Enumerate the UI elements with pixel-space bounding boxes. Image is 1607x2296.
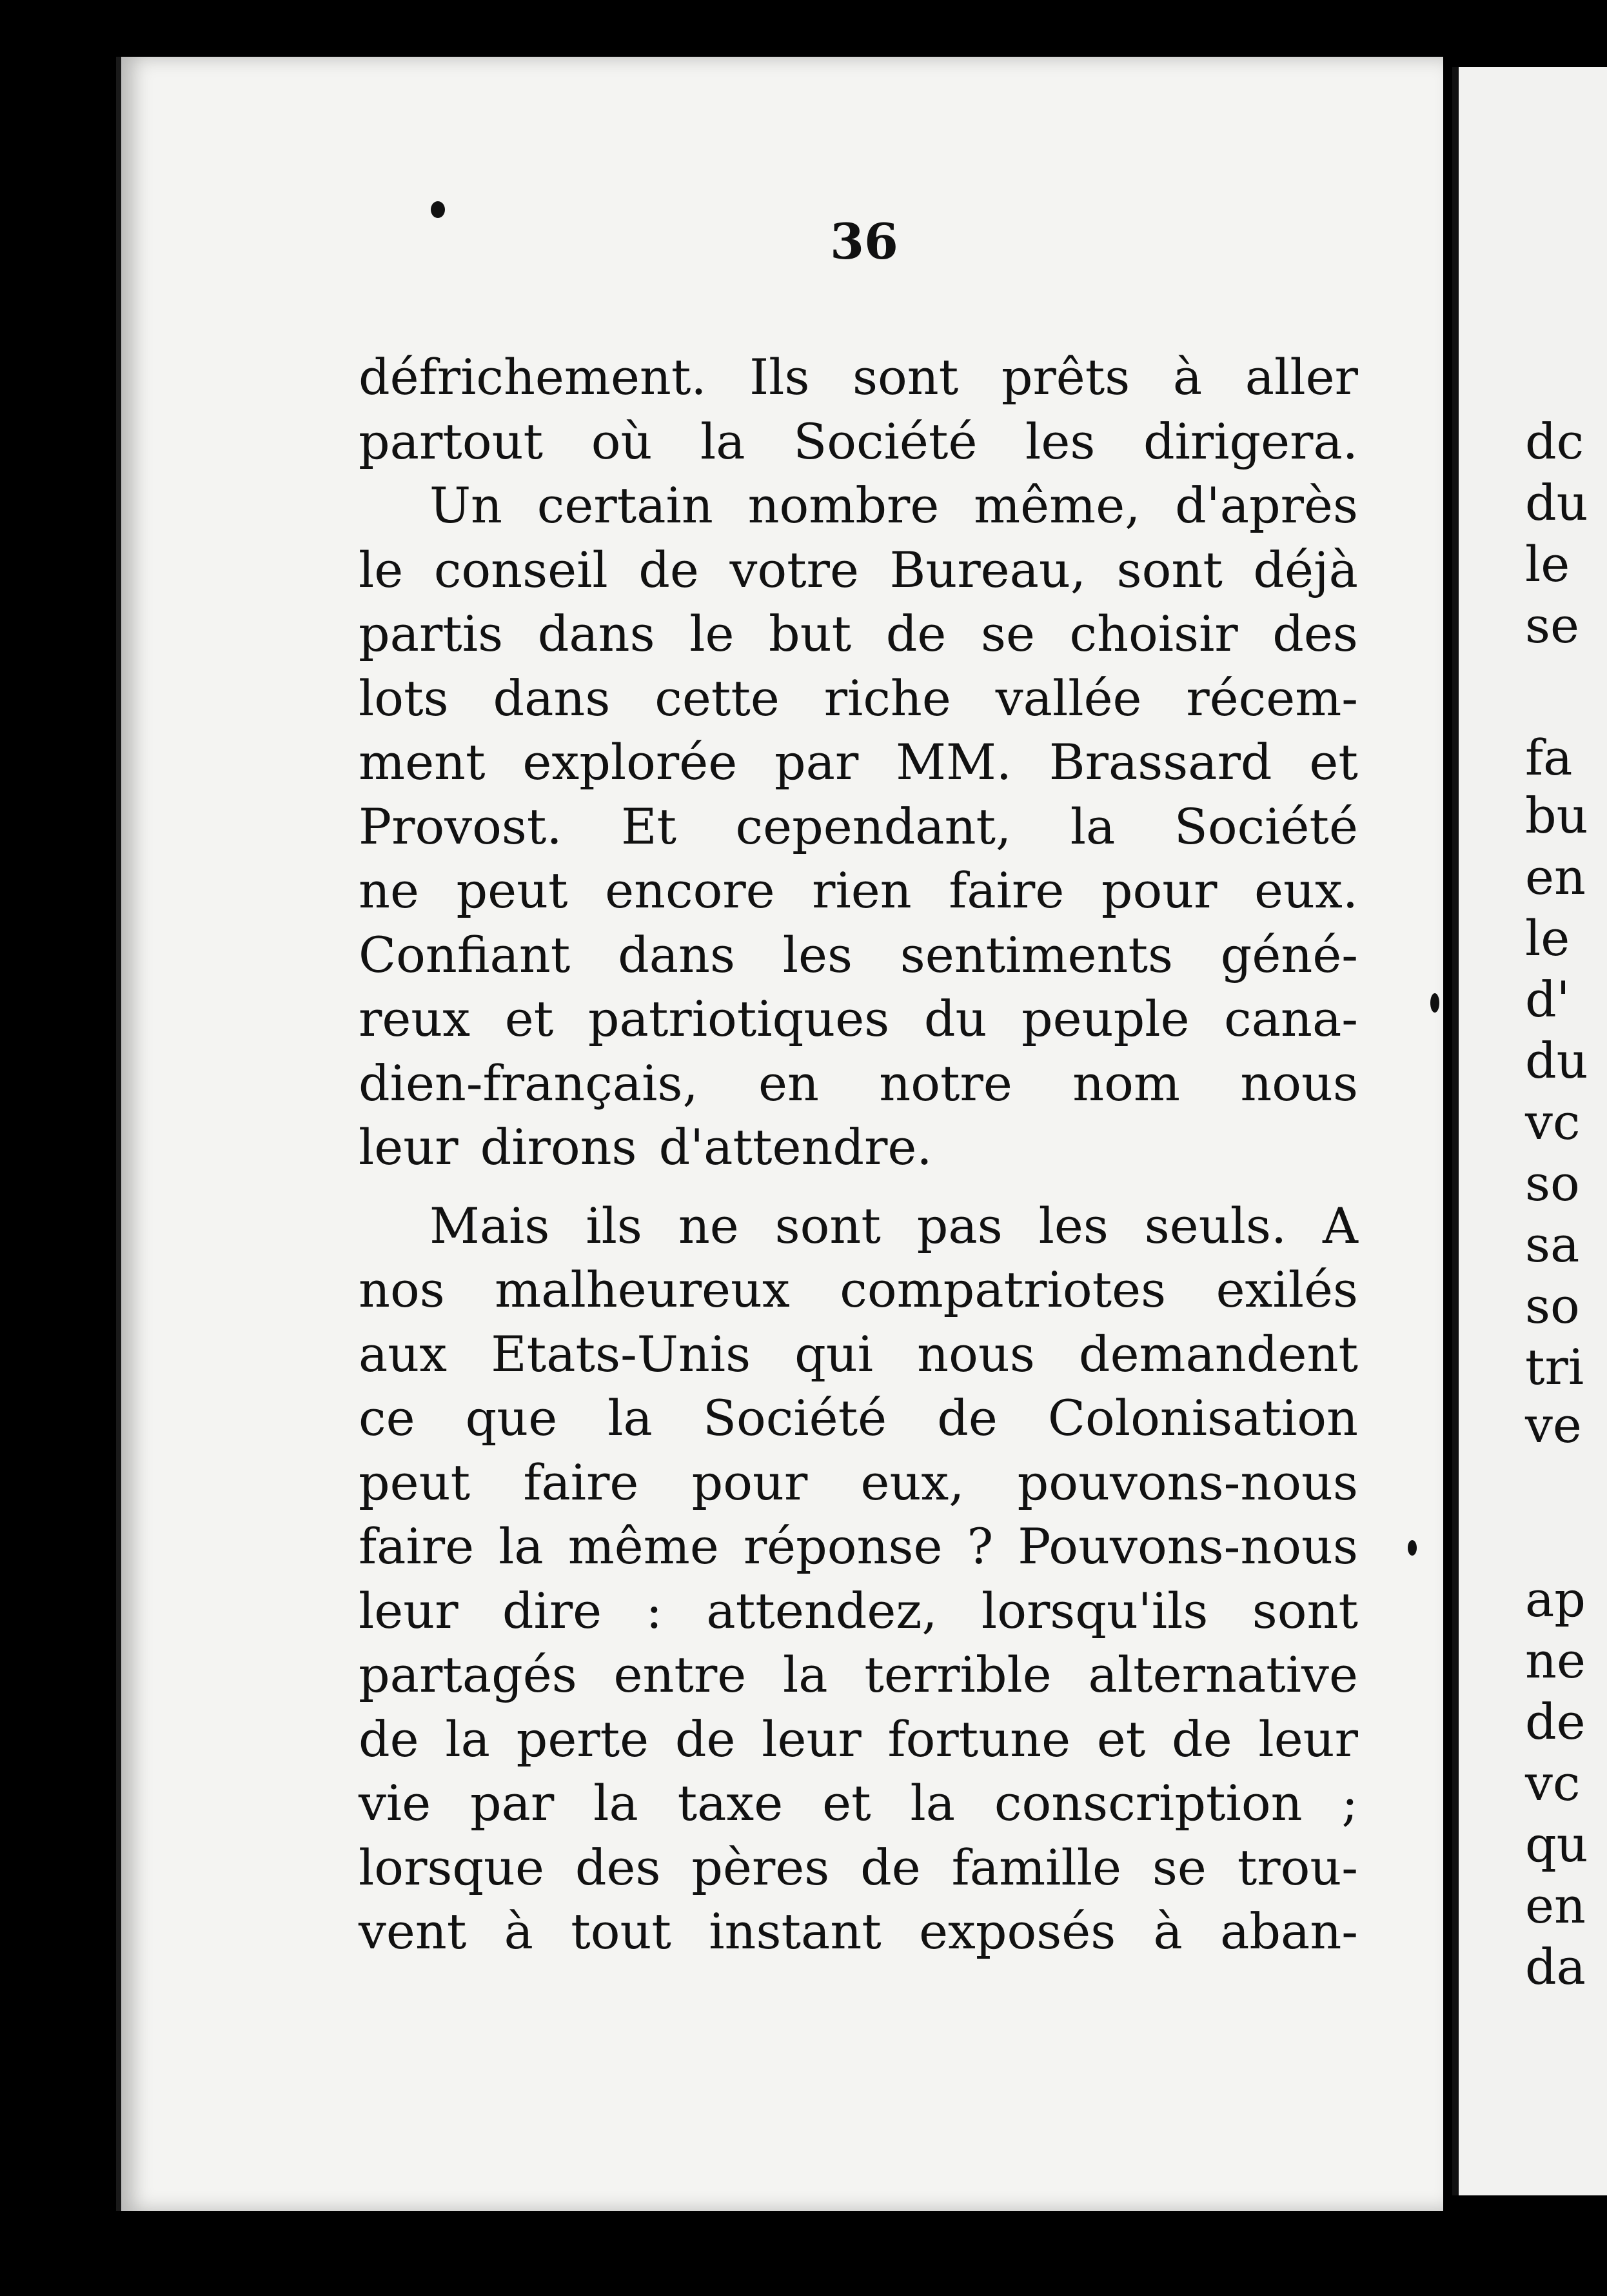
ink-speck xyxy=(1430,993,1439,1013)
text-line xyxy=(359,1386,1358,1450)
facing-page-line: sa xyxy=(1525,1216,1580,1273)
text-line xyxy=(359,602,1358,666)
word: où xyxy=(591,412,653,470)
word: les xyxy=(1038,1196,1109,1254)
word: alternative xyxy=(1088,1646,1358,1703)
word: pour xyxy=(1101,862,1218,919)
word: de xyxy=(359,1710,419,1768)
word: pas xyxy=(916,1196,1003,1254)
facing-page-line: de xyxy=(1525,1693,1586,1750)
facing-page-line: le xyxy=(1525,535,1570,593)
word: vie xyxy=(359,1774,431,1832)
word: notre xyxy=(879,1054,1012,1112)
word: dirigera. xyxy=(1143,412,1358,470)
word: sont xyxy=(774,1196,881,1254)
text-line xyxy=(359,1322,1358,1387)
facing-page-line: d' xyxy=(1525,971,1570,1028)
word: vent xyxy=(359,1903,467,1960)
word: Société xyxy=(793,412,978,470)
word: dans xyxy=(493,669,611,727)
facing-page-line: qu xyxy=(1525,1816,1588,1873)
word: à xyxy=(504,1903,533,1960)
word: riche xyxy=(823,669,951,727)
word: ne xyxy=(678,1196,739,1254)
text-line xyxy=(359,858,1358,923)
word: aller xyxy=(1245,348,1358,406)
text-line xyxy=(359,410,1358,474)
word: exilés xyxy=(1216,1261,1358,1318)
word: ? xyxy=(967,1518,994,1575)
facing-page-line: ve xyxy=(1525,1396,1582,1454)
facing-page-line: bu xyxy=(1525,787,1588,844)
facing-page-line: dc xyxy=(1525,413,1584,470)
word: et xyxy=(504,990,554,1047)
text-line xyxy=(359,538,1358,602)
word: partis xyxy=(359,605,504,662)
word: Mais xyxy=(429,1196,550,1254)
text-line xyxy=(359,1514,1358,1579)
word: eux, xyxy=(860,1453,965,1511)
word: Bureau, xyxy=(889,540,1087,599)
text-line xyxy=(359,345,1358,410)
word: de xyxy=(638,540,699,599)
word: déjà xyxy=(1253,540,1358,599)
word: la xyxy=(593,1774,638,1832)
word: que xyxy=(465,1389,558,1447)
word: compatriotes xyxy=(840,1261,1167,1318)
word: géné- xyxy=(1220,925,1358,984)
word: à xyxy=(1153,1903,1183,1960)
word: conseil xyxy=(433,540,608,599)
word: tout xyxy=(571,1903,671,1960)
word: Société xyxy=(1174,797,1358,855)
word: même xyxy=(567,1518,719,1575)
word: se xyxy=(1152,1838,1207,1896)
word: et xyxy=(1309,733,1358,791)
word: défrichement. xyxy=(359,348,707,406)
facing-page-line: du xyxy=(1525,474,1588,531)
word: leur xyxy=(1258,1710,1358,1768)
word: sentiments xyxy=(900,925,1174,984)
word: en xyxy=(758,1054,819,1112)
text-line xyxy=(359,1643,1358,1707)
text-line xyxy=(359,666,1358,731)
word: faire xyxy=(523,1453,639,1511)
word: fortune xyxy=(887,1710,1071,1768)
text-line xyxy=(359,1051,1358,1116)
word: même, xyxy=(974,477,1141,534)
word: MM. xyxy=(896,733,1012,791)
word: attendez, xyxy=(706,1581,938,1639)
word: dirons xyxy=(480,1118,637,1176)
word: perte xyxy=(516,1710,649,1768)
word: Etats-Unis xyxy=(491,1325,751,1383)
word: cependant, xyxy=(735,797,1012,855)
word: instant xyxy=(709,1903,882,1960)
word: vallée xyxy=(995,669,1142,727)
facing-page-line: en xyxy=(1525,1877,1586,1934)
facing-page-line: fa xyxy=(1525,729,1573,786)
word: but xyxy=(769,605,852,662)
text-line xyxy=(359,1899,1358,1964)
text-line xyxy=(359,1771,1358,1836)
word: explorée xyxy=(522,733,738,791)
word: Un xyxy=(429,477,502,534)
facing-page-line: se xyxy=(1525,597,1579,654)
word: des xyxy=(1272,605,1358,662)
word: la xyxy=(1070,797,1116,855)
word: par xyxy=(774,733,859,791)
word: trou- xyxy=(1237,1838,1358,1896)
word: encore xyxy=(605,862,775,919)
word: dien-français, xyxy=(359,1054,698,1112)
word: taxe xyxy=(677,1774,784,1832)
word: partout xyxy=(359,412,544,470)
word: la xyxy=(910,1774,956,1832)
word: lorsqu'ils xyxy=(981,1581,1208,1639)
word: Colonisation xyxy=(1047,1389,1358,1447)
page-number: 36 xyxy=(830,213,898,270)
word: Brassard xyxy=(1049,733,1272,791)
word: dans xyxy=(537,605,655,662)
word: lorsque xyxy=(359,1838,544,1896)
word: exposés xyxy=(919,1903,1116,1960)
word: nom xyxy=(1072,1054,1180,1112)
text-line xyxy=(359,730,1358,795)
paragraph-gap xyxy=(359,1180,1358,1194)
word: partagés xyxy=(359,1646,577,1703)
text-line xyxy=(359,1579,1358,1643)
word: choisir xyxy=(1069,605,1238,662)
text-line xyxy=(359,923,1358,987)
word: famille xyxy=(951,1838,1122,1896)
word: réponse xyxy=(743,1518,943,1575)
facing-page-line: le xyxy=(1525,909,1570,967)
facing-page-line: en xyxy=(1525,848,1586,906)
word: d'après xyxy=(1175,477,1358,534)
word: cette xyxy=(655,669,780,727)
facing-page-line: vc xyxy=(1525,1754,1581,1812)
word: de xyxy=(1172,1710,1232,1768)
word: de xyxy=(675,1710,736,1768)
word: aux xyxy=(359,1325,448,1383)
word: la xyxy=(498,1518,544,1575)
facing-page-line: vc xyxy=(1525,1093,1581,1151)
facing-page-line: tri xyxy=(1525,1338,1584,1396)
text-line xyxy=(359,1115,1358,1180)
word: Confiant xyxy=(359,925,571,984)
word: Ils xyxy=(749,348,810,406)
word: Et xyxy=(621,797,677,855)
word: faire xyxy=(949,862,1065,919)
word: pour xyxy=(691,1453,808,1511)
word: leur xyxy=(359,1581,458,1639)
word: cana- xyxy=(1224,990,1358,1047)
text-line xyxy=(359,1450,1358,1515)
word: les xyxy=(1025,412,1096,470)
word: la xyxy=(700,412,745,470)
word: leur xyxy=(359,1118,458,1176)
word: et xyxy=(822,1774,871,1832)
word: par xyxy=(470,1774,555,1832)
text-line xyxy=(359,795,1358,859)
word: aban- xyxy=(1220,1903,1358,1960)
word: pouvons-nous xyxy=(1017,1453,1358,1511)
text-line xyxy=(359,1707,1358,1772)
word: Société xyxy=(702,1389,887,1447)
word: de xyxy=(937,1389,998,1447)
word: lots xyxy=(359,669,449,727)
word: faire xyxy=(359,1518,475,1575)
word: dire xyxy=(502,1581,602,1639)
word: reux xyxy=(359,990,471,1047)
word: la xyxy=(445,1710,490,1768)
text-line xyxy=(359,1258,1358,1322)
word: d'attendre. xyxy=(658,1118,932,1176)
word: le xyxy=(689,605,734,662)
word: de xyxy=(885,605,947,662)
word: à xyxy=(1172,348,1203,406)
word: des xyxy=(575,1838,661,1896)
word: nombre xyxy=(747,477,940,534)
word: malheureux xyxy=(495,1261,790,1318)
word: entre xyxy=(613,1646,747,1703)
text-line xyxy=(359,473,1358,538)
word: du xyxy=(923,990,987,1047)
word: Pouvons-nous xyxy=(1018,1518,1358,1575)
word: votre xyxy=(729,540,859,599)
word: qui xyxy=(794,1325,874,1383)
word: pères xyxy=(691,1838,830,1896)
word: le xyxy=(359,540,404,599)
word: les xyxy=(782,925,853,984)
word: peut xyxy=(456,862,568,919)
word: eux. xyxy=(1254,862,1358,919)
word: demandent xyxy=(1078,1325,1358,1383)
word: certain xyxy=(537,477,713,534)
text-line xyxy=(359,1836,1358,1900)
facing-page-line: da xyxy=(1525,1938,1586,1995)
word: Provost. xyxy=(359,797,562,855)
word: la xyxy=(783,1646,828,1703)
facing-page-line: so xyxy=(1525,1277,1580,1334)
word: nous xyxy=(917,1325,1035,1383)
word: : xyxy=(646,1581,663,1639)
word: ment xyxy=(359,733,486,791)
word: nous xyxy=(1240,1054,1358,1112)
word: patriotiques xyxy=(587,990,890,1047)
word: prêts xyxy=(1001,348,1130,406)
word: ; xyxy=(1341,1774,1358,1832)
ink-speck xyxy=(1408,1540,1417,1556)
facing-page-line: du xyxy=(1525,1032,1588,1089)
text-line xyxy=(359,987,1358,1051)
word: terrible xyxy=(864,1646,1052,1703)
word: de xyxy=(860,1838,921,1896)
word: ce xyxy=(359,1389,415,1447)
word: peut xyxy=(359,1453,471,1511)
text-line xyxy=(359,1194,1358,1258)
word: sont xyxy=(1116,540,1223,599)
facing-page-line: ap xyxy=(1525,1570,1586,1628)
word: A xyxy=(1323,1196,1358,1254)
word: sont xyxy=(1252,1581,1358,1639)
word: rien xyxy=(812,862,912,919)
word: dans xyxy=(618,925,735,984)
word: récem- xyxy=(1186,669,1358,727)
word: sont xyxy=(853,348,959,406)
word: ils xyxy=(586,1196,642,1254)
ink-speck xyxy=(431,201,445,218)
word: seuls. xyxy=(1144,1196,1287,1254)
word: la xyxy=(607,1389,653,1447)
word: se xyxy=(980,605,1035,662)
word: leur xyxy=(762,1710,862,1768)
facing-page-line: ne xyxy=(1525,1632,1586,1689)
word: nos xyxy=(359,1261,445,1318)
word: peuple xyxy=(1021,990,1190,1047)
word: et xyxy=(1096,1710,1146,1768)
body-text xyxy=(359,345,1358,1964)
word: conscription xyxy=(994,1774,1303,1832)
word: ne xyxy=(359,862,419,919)
facing-page-line: so xyxy=(1525,1154,1580,1212)
